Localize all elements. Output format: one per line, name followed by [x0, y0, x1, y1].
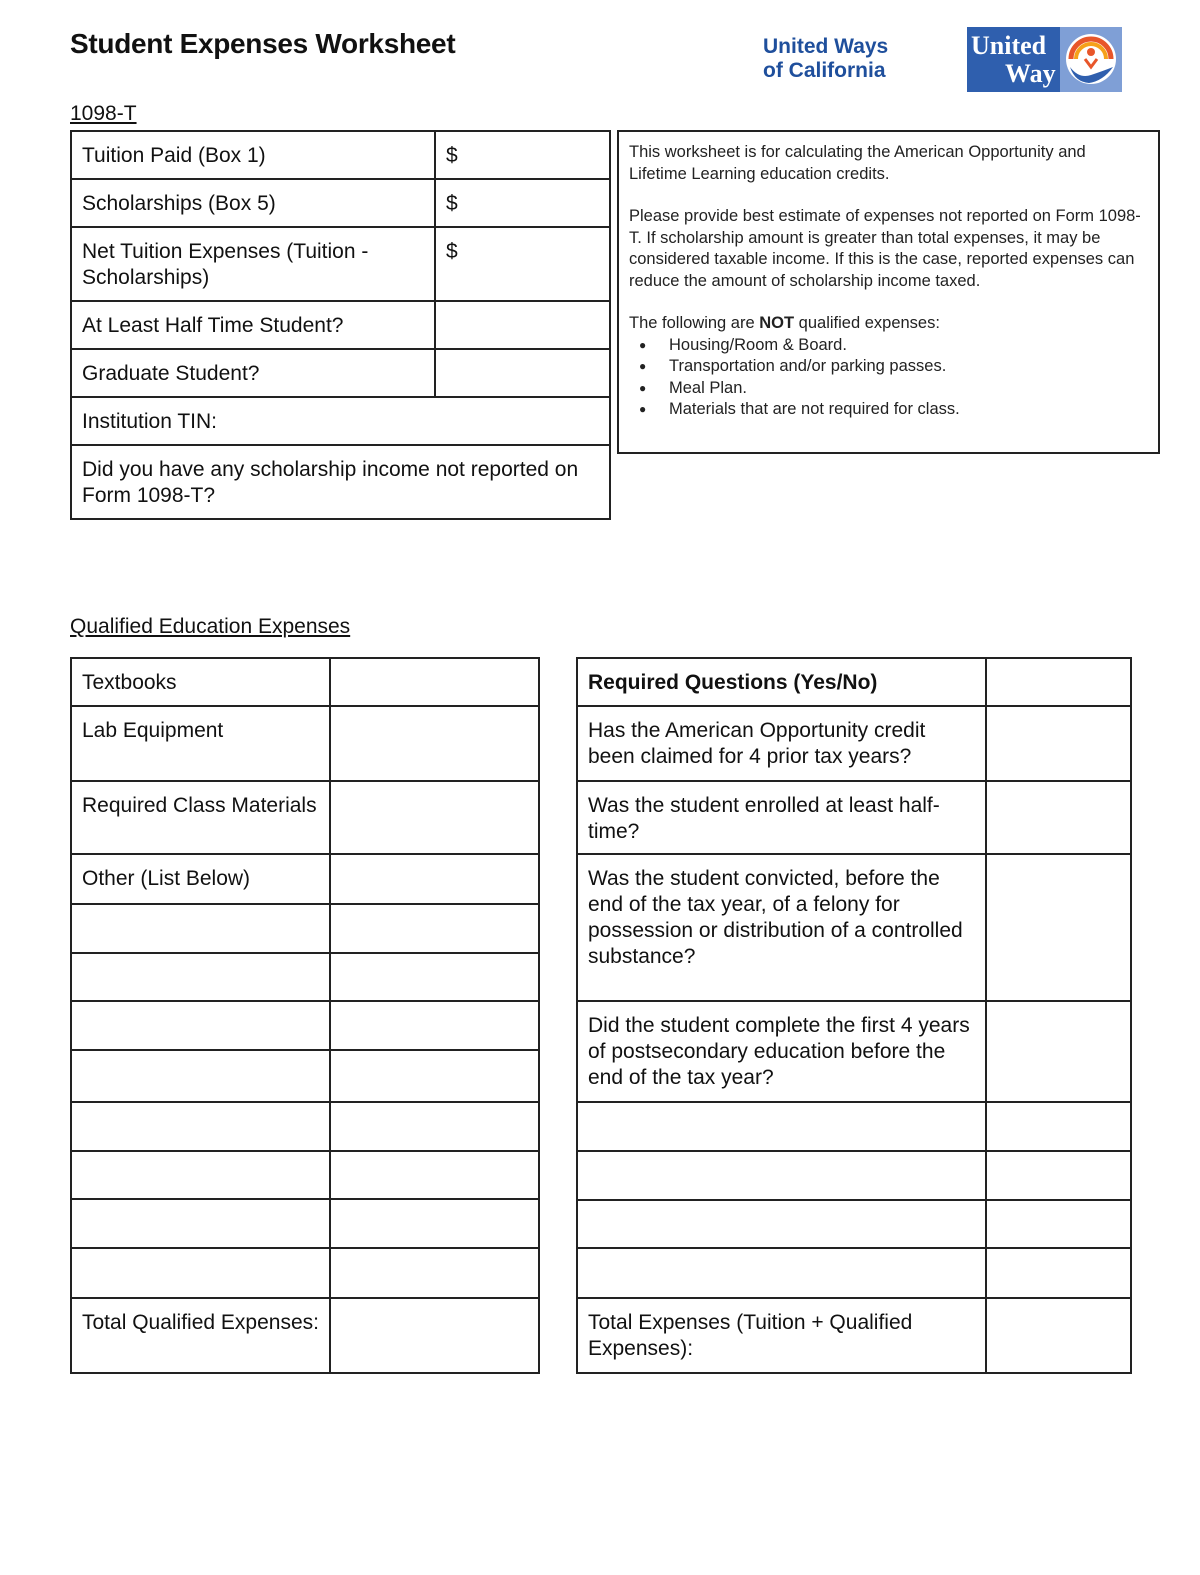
questions-header-value: [986, 658, 1131, 706]
questions-header: Required Questions (Yes/No): [577, 658, 986, 706]
row-label: Total Expenses (Tuition + Qualified Expenses):: [577, 1298, 986, 1373]
blank-value-cell[interactable]: [330, 1151, 539, 1199]
blank-value-cell[interactable]: [330, 1248, 539, 1298]
question-label: Was the student convicted, before the end of the tax year, of a felony for possession or distribution of a controlled substance?: [577, 854, 986, 1001]
table-row: [71, 953, 539, 1001]
tuition-paid-field[interactable]: $: [435, 131, 610, 179]
blank-label-cell[interactable]: [577, 1102, 986, 1151]
list-item: ● Housing/Room & Board.: [669, 335, 1148, 357]
table-row: [71, 397, 610, 445]
logo-text-line1: United: [971, 31, 1047, 60]
table-row: [71, 301, 610, 349]
blank-label-cell[interactable]: [71, 1199, 330, 1248]
table-row: [71, 658, 539, 706]
row-label: Graduate Student?: [71, 349, 435, 397]
row-label: Net Tuition Expenses (Tuition - Scholarships): [71, 227, 435, 301]
table-row: [71, 131, 610, 179]
table-row: [71, 1248, 539, 1298]
blank-value-cell[interactable]: [330, 1102, 539, 1151]
lab-equipment-field[interactable]: [330, 706, 539, 781]
blank-value-cell[interactable]: [986, 1102, 1131, 1151]
table-row: [71, 706, 539, 781]
blank-label-cell[interactable]: [577, 1248, 986, 1298]
table-row: [577, 1248, 1131, 1298]
total-qualified-field[interactable]: [330, 1298, 539, 1373]
row-label: Required Class Materials: [71, 781, 330, 854]
table-row: [71, 1102, 539, 1151]
graduate-field[interactable]: [435, 349, 610, 397]
institution-tin-field[interactable]: Institution TIN:: [71, 397, 610, 445]
table-row: [71, 349, 610, 397]
textbooks-field[interactable]: [330, 658, 539, 706]
table-row: [71, 854, 539, 904]
list-item: ● Materials that are not required for class.: [669, 399, 1148, 421]
table-row: [71, 1199, 539, 1248]
row-label: At Least Half Time Student?: [71, 301, 435, 349]
table-row: [71, 781, 539, 854]
row-label: Lab Equipment: [71, 706, 330, 781]
table-row: [577, 706, 1131, 781]
question-label: Was the student enrolled at least half-time?: [577, 781, 986, 854]
half-time-field[interactable]: [435, 301, 610, 349]
info-paragraph: This worksheet is for calculating the American Opportunity and Lifetime Learning education credits.: [629, 143, 1086, 183]
form-1098t-table: [70, 130, 611, 520]
answer-field[interactable]: [986, 706, 1131, 781]
required-questions-table: [576, 657, 1132, 1374]
table-row: [71, 227, 610, 301]
list-item: ● Transportation and/or parking passes.: [669, 356, 1148, 378]
info-paragraph: Please provide best estimate of expenses not reported on Form 1098-T. If scholarship amount is greater than total expenses, it may be considered taxable income. If this is the case, reported expenses can reduce the amount of scholarship income taxed.: [629, 207, 1141, 290]
scholarships-field[interactable]: $: [435, 179, 610, 227]
blank-value-cell[interactable]: [330, 953, 539, 1001]
blank-label-cell[interactable]: [71, 1248, 330, 1298]
blank-label-cell[interactable]: [71, 1102, 330, 1151]
table-row: [577, 1102, 1131, 1151]
table-row: [577, 1001, 1131, 1102]
qualified-expenses-table: [70, 657, 540, 1374]
blank-label-cell[interactable]: [71, 1001, 330, 1050]
blank-label-cell[interactable]: [71, 953, 330, 1001]
table-row: [71, 1151, 539, 1199]
table-row: [577, 781, 1131, 854]
table-row: [71, 904, 539, 953]
total-expenses-field[interactable]: [986, 1298, 1131, 1373]
answer-field[interactable]: [986, 1001, 1131, 1102]
org-name-line1: United Ways: [763, 35, 889, 58]
row-label: Other (List Below): [71, 854, 330, 904]
table-row: [577, 658, 1131, 706]
table-row: [71, 1001, 539, 1050]
row-label: Scholarships (Box 5): [71, 179, 435, 227]
row-label: Textbooks: [71, 658, 330, 706]
answer-field[interactable]: [986, 781, 1131, 854]
blank-value-cell[interactable]: [330, 1050, 539, 1102]
united-way-logo-icon: [967, 27, 1122, 92]
blank-value-cell[interactable]: [330, 1001, 539, 1050]
unreported-scholarship-field[interactable]: Did you have any scholarship income not reported on Form 1098-T?: [71, 445, 610, 519]
question-label: Has the American Opportunity credit been claimed for 4 prior tax years?: [577, 706, 986, 781]
blank-label-cell[interactable]: [71, 904, 330, 953]
class-materials-field[interactable]: [330, 781, 539, 854]
blank-value-cell[interactable]: [986, 1248, 1131, 1298]
table-row: [71, 445, 610, 519]
blank-value-cell[interactable]: [986, 1151, 1131, 1200]
blank-value-cell[interactable]: [330, 1199, 539, 1248]
question-label: Did the student complete the first 4 years of postsecondary education before the end of the tax year?: [577, 1001, 986, 1102]
section-label-qualified: Qualified Education Expenses: [70, 615, 351, 638]
org-name-line2: of California: [763, 59, 886, 82]
table-row: [577, 1200, 1131, 1248]
blank-label-cell[interactable]: [577, 1200, 986, 1248]
table-row: [577, 1151, 1131, 1200]
other-field[interactable]: [330, 854, 539, 904]
list-item: ● Meal Plan.: [669, 378, 1148, 400]
table-row: [71, 1298, 539, 1373]
section-label-1098t: 1098-T: [70, 102, 137, 125]
net-tuition-field[interactable]: $: [435, 227, 610, 301]
blank-label-cell[interactable]: [71, 1151, 330, 1199]
page-title: Student Expenses Worksheet: [70, 28, 456, 59]
blank-label-cell[interactable]: [71, 1050, 330, 1102]
not-qualified-heading: The following are NOT qualified expenses:: [629, 314, 940, 332]
table-row: [71, 1050, 539, 1102]
row-label: Total Qualified Expenses:: [71, 1298, 330, 1373]
blank-label-cell[interactable]: [577, 1151, 986, 1200]
table-row: [577, 854, 1131, 1001]
blank-value-cell[interactable]: [330, 904, 539, 953]
table-row: [577, 1298, 1131, 1373]
answer-field[interactable]: [986, 854, 1131, 1001]
org-name: [763, 35, 888, 83]
row-label: Tuition Paid (Box 1): [71, 131, 435, 179]
not-qualified-list: [629, 335, 1148, 421]
table-row: [71, 179, 610, 227]
info-box: [617, 130, 1160, 454]
logo-text-line2: Way: [1005, 59, 1056, 88]
blank-value-cell[interactable]: [986, 1200, 1131, 1248]
